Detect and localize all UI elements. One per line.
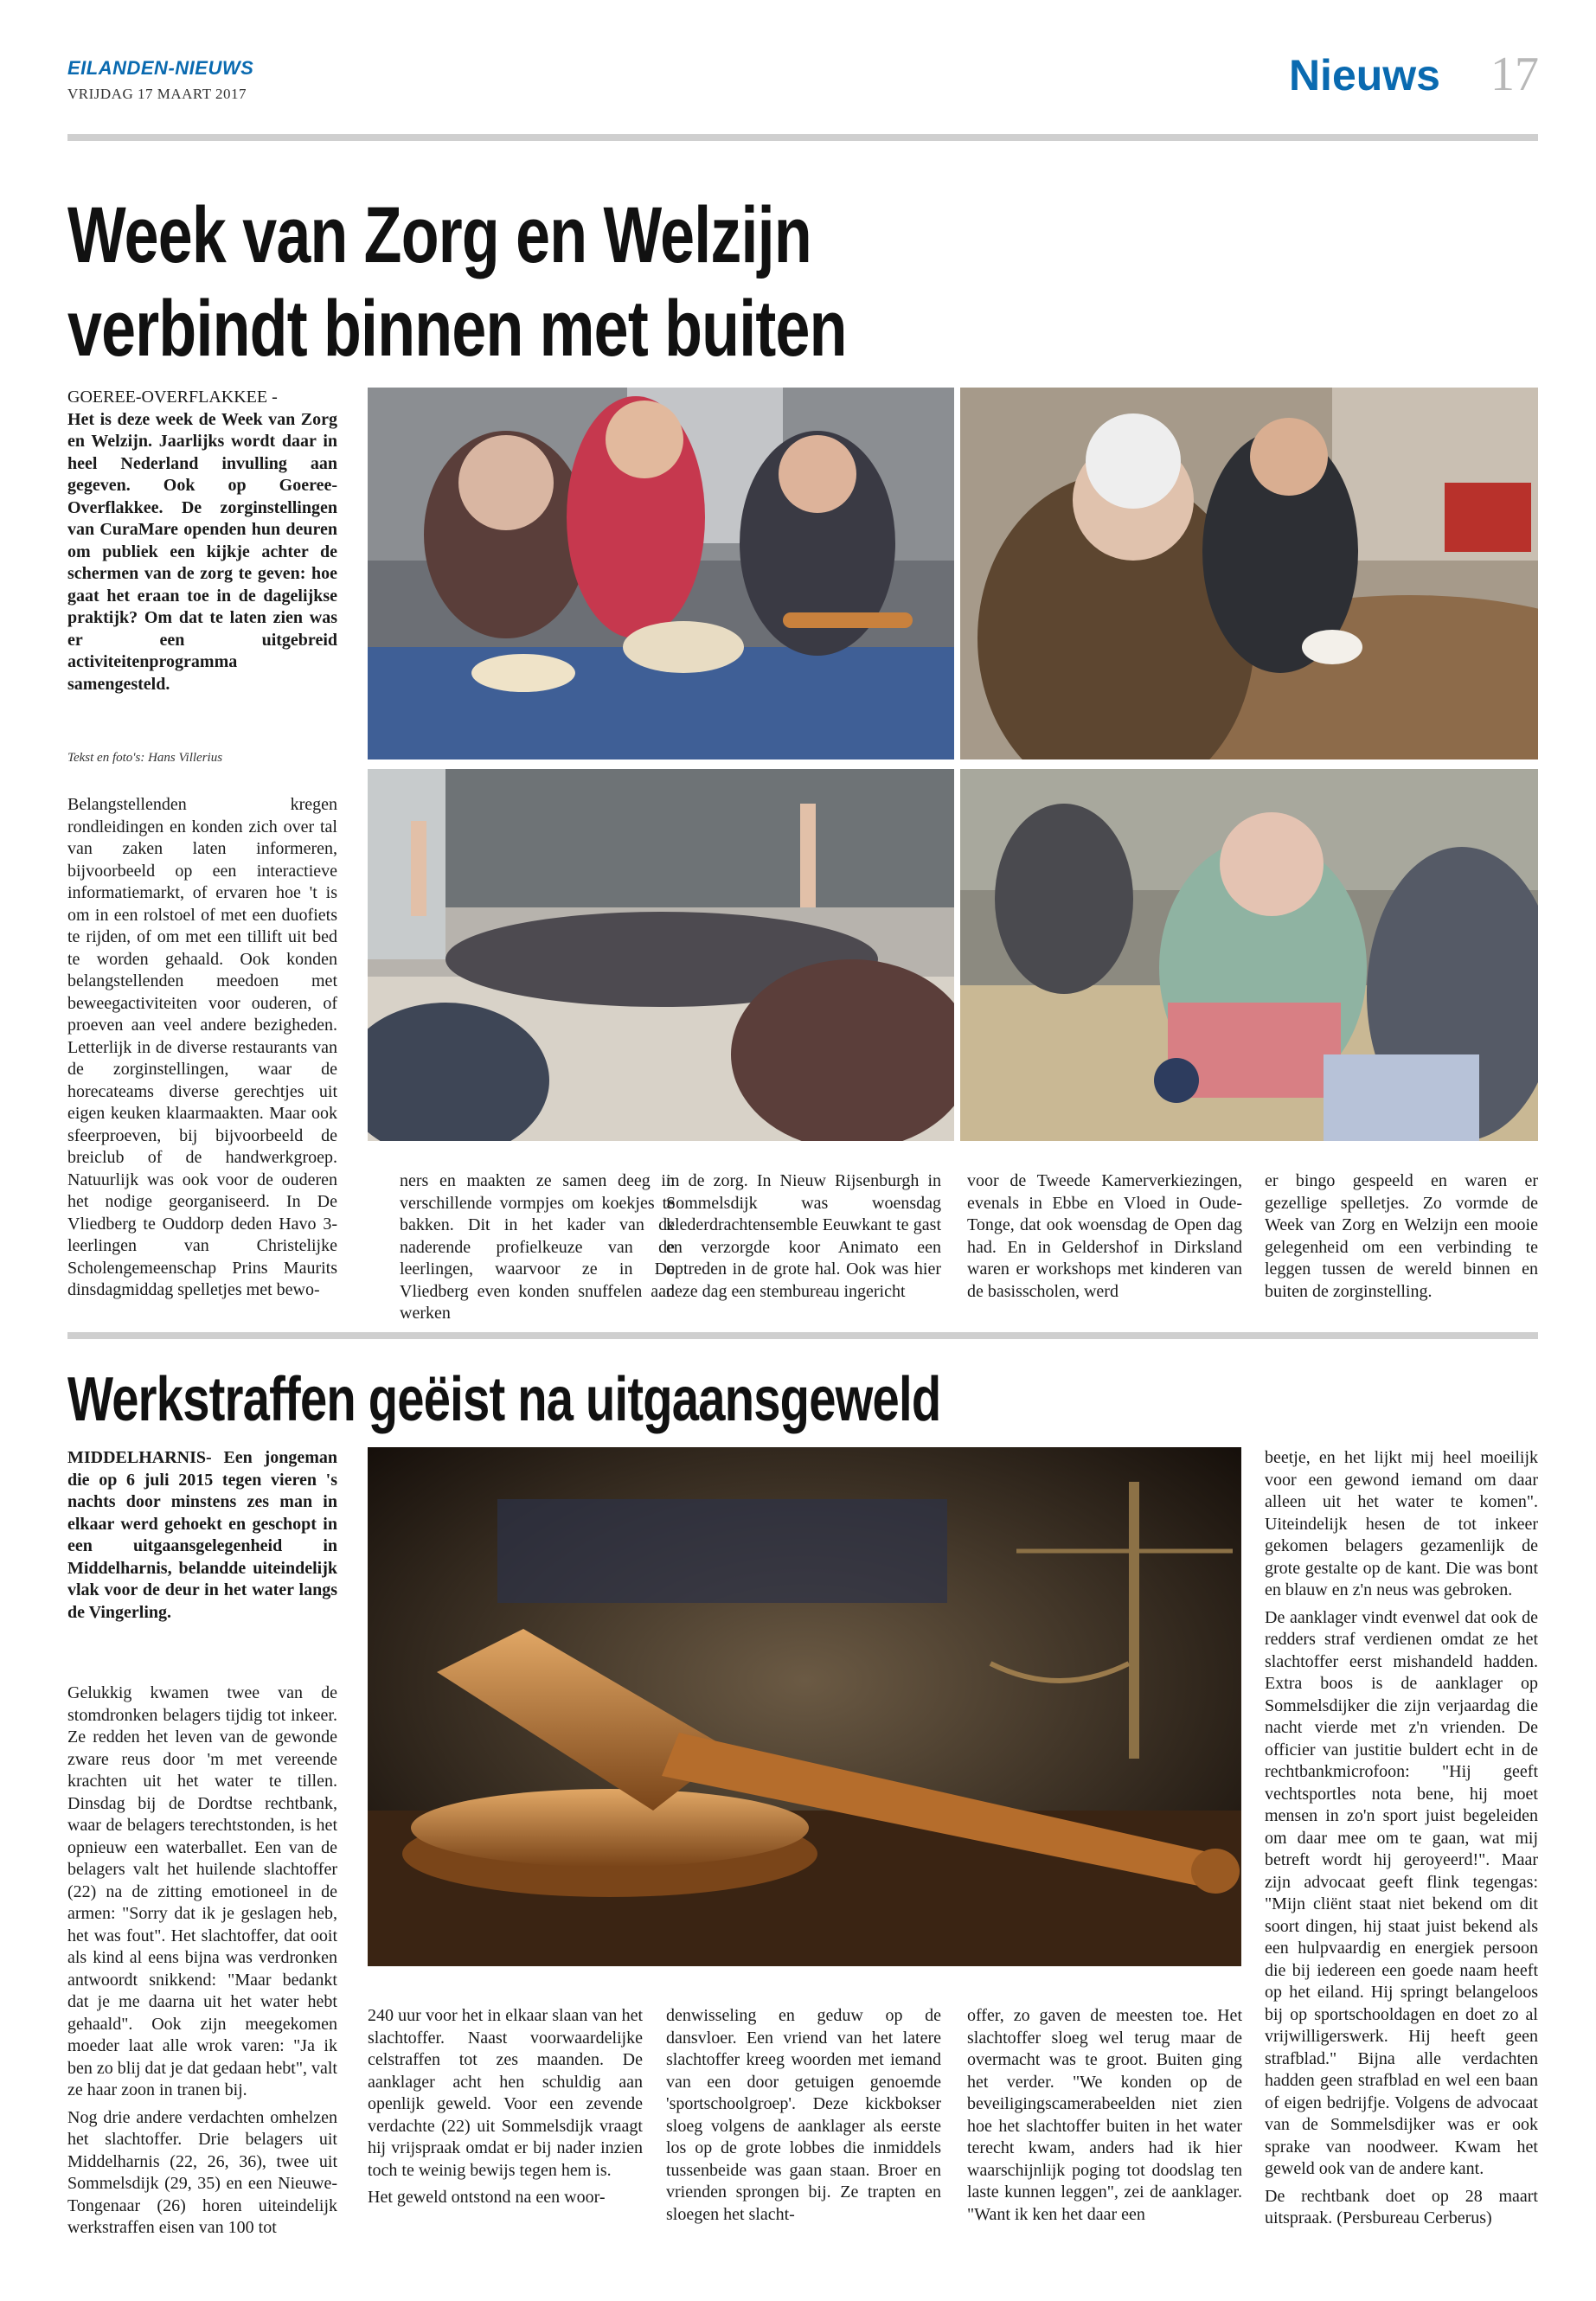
body-text: 240 uur voor het in elkaar slaan van het slachtoffer. Naast voorwaardelijke celstraffen tot zes maanden. De aanklager acht hen schuldig aan openlijk geweld. Voor een zevende verdachte (22) uit Sommelsdijk vraagt hij vrijspraak omdat er bij nader inzien toch te weinig bewijs tegen hem is. bbox=[368, 2006, 643, 2180]
photo-credit: Tekst en foto's: Hans Villerius bbox=[67, 751, 223, 765]
body-text: offer, zo gaven de meesten toe. Het slachtoffer sloeg wel terug maar de overmacht was te groot. Buiten ging het verder. "We konden op de beveiligingscamerabeelden niet zien hoe het slachtoffer buiten in het water terecht kwam, anders had ik hier waarschijnlijk poging tot doodslag ten laste kunnen leggen", zei de aanklager. "Want ik ken het daar een bbox=[967, 2006, 1242, 2224]
article1-headline bbox=[67, 189, 847, 375]
masthead-logo: EILANDEN-NIEUWS bbox=[67, 57, 254, 79]
article2-column-2 bbox=[368, 2005, 643, 2214]
article1-column-2 bbox=[400, 1170, 675, 1330]
body-text: De aanklager vindt evenwel dat ook de redders straf verdienen omdat ze het slachtoffer eerst mishandeld hadden. Extra boos is de aanklager op Sommelsdijker die zijn verjaardag die nacht vierde met z'n vrienden. De officier van justitie buldert echt in de rechtbankmicrofoon: "Hij geeft vechtsportles nota bene, hij moet mensen in zo'n sport juist begeleiden om daar mee om te gaan, wat mij betreft wordt hij geroyeerd!". Maar zijn advocaat geeft flink tegengas: "Mijn cliënt staat niet bekend om dit soort dingen, hij staat juist bekend als een hulpvaardig en energiek persoon die bij iedereen een goede naam heeft op het eiland. Hij springt belangeloos bij op sportschooldagen en doet zo al vrijwilligerswerk. Hij heeft geen strafblad." Bijna alle verdachten hadden geen strafblad en wel een baan of eigen bedrijfje. Volgens de advocaat van de Sommelsdijker was er ook sprake van noodweer. Kwam het geweld ook van de andere kant. bbox=[1265, 1607, 1538, 2178]
dateline: GOEREE-OVERFLAKKEE - bbox=[67, 388, 278, 407]
body-text: Nog drie andere verdachten omhelzen het slachtoffer. Drie belagers uit Middelharnis (22, 26, 36), twee uit Sommelsdijk (29, 35) en een Nieuwe-Tongenaar (26) horen uiteindelijk werkstraffen eisen van 100 tot bbox=[67, 2107, 337, 2237]
article1-lead bbox=[67, 387, 337, 701]
photo-handwork-club bbox=[960, 769, 1538, 1141]
body-text: Het geweld ontstond na een woor- bbox=[368, 2188, 606, 2207]
article2-column-4 bbox=[967, 2005, 1242, 2231]
photo-puzzle-activity bbox=[960, 388, 1538, 760]
body-text: in de zorg. In Nieuw Rijsenburgh in Sommelsdijk was woensdag klederdrachtensemble Eeuwkant te gast en verzorgde koor Animato een optreden in de grote hal. Ook was hier deze dag een stembureau ingericht bbox=[666, 1171, 941, 1301]
body-text: er bingo gespeeld en waren er gezellige spelletjes. Zo vormde de Week van Zorg en Welzijn een mooie gelegenheid om een verbinding te leggen tussen de wereld binnen en buiten de zorginstelling. bbox=[1265, 1171, 1538, 1301]
lead-text: Een jongeman die op 6 juli 2015 tegen vieren 's nachts door minstens zes man in elkaar werd gehoekt en geschopt in een uitgaansgelegenheid in Middelharnis, belandde uiteindelijk vlak voor de deur in het water langs de Vingerling. bbox=[67, 1448, 337, 1622]
body-text: Gelukkig kwamen twee van de stomdronken belagers tijdig tot inkeer. Ze redden het leven van de gewonde zware reus door 'm met vereende krachten uit het water te tillen. Dinsdag bij de Dordtse rechtbank, waar de belagers terechtstonden, is het opnieuw een waterballet. Een van de belagers valt het huilende slachtoffer (22) na de zitting emotioneel in de armen: "Sorry dat ik je geslagen heb, het was fout". Het slachtoffer, dat ooit als kind al eens bijna was verdronken antwoordt snikkend: "Maar bedankt dat je me daarna uit het water hebt gehaald". Ook zijn meegekomen moeder laat alle wrok varen: "Ja ik ben zo blij dat je dat gedaan hebt", valt ze haar zoon in tranen bij. bbox=[67, 1683, 337, 2099]
dateline: MIDDELHARNIS- bbox=[67, 1448, 212, 1467]
header-rule bbox=[67, 134, 1538, 141]
article2-column-5 bbox=[1265, 1447, 1538, 2235]
page-number: 17 bbox=[1490, 48, 1539, 101]
body-text: beetje, en het lijkt mij heel moeilijk voor een gewond iemand om daar alleen uit het water te komen". Uiteindelijk hesen de tot inkeer gekomen belagers gezamenlijk de grote gestalte op de kant. Die was bont en blauw en z'n neus was gebroken. bbox=[1265, 1448, 1538, 1599]
photo-judge-gavel bbox=[368, 1447, 1241, 1966]
headline-line: Week van Zorg en Welzijn bbox=[67, 191, 811, 279]
article2-headline: Werkstraffen geëist na uitgaansgeweld bbox=[67, 1365, 941, 1434]
article2-lead bbox=[67, 1447, 337, 1629]
photo-exercise-circle bbox=[368, 769, 954, 1141]
body-text: Belangstellenden kregen rondleidingen en konden zich over tal van zaken laten informeren, bijvoorbeeld op een interactieve informatiemarkt, of ervaren hoe 't is om in een rolstoel of met een duofiets te rijden, of om met een tillift uit bed te worden gehaald. Ook konden belangstellenden meedoen met beweegactiviteiten voor ouderen, of proeven aan veel andere bezigheden. Letterlijk in de diverse restaurants van de zorginstellingen, waar de horecateams diverse gerechtjes uit eigen keuken klaarmaakten. Maar ook sfeerproeven, bij bijvoorbeeld de breiclub of de handwerkgroep. Natuurlijk was ook voor de ouderen het nodige georganiseerd. In De Vliedberg te Ouddorp deden Havo 3-leerlingen van Christelijke Scholengemeenschap Prins Maurits dinsdagmiddag spelletjes met bewo- bbox=[67, 795, 337, 1299]
body-text: ners en maakten ze samen deeg in verschillende vormpjes om koekjes te bakken. Dit in het kader van de naderende profielkeuze van de leerlingen, waarvoor ze in De Vliedberg even konden snuffelen aan werken bbox=[400, 1171, 675, 1323]
article1-column-5 bbox=[1265, 1170, 1538, 1308]
article-divider bbox=[67, 1332, 1538, 1339]
body-text: De rechtbank doet op 28 maart uitspraak. (Persbureau Cerberus) bbox=[1265, 2186, 1538, 2227]
body-text: denwisseling en geduw op de dansvloer. Een vriend van het latere slachtoffer kreeg woorden met iemand van een door getuigen genoemde 'sportschoolgroep'. Deze kickbokser sloeg volgens de aanklager als eerste los op de grote lobbes die inmiddels tussenbeide was gaan staan. Broer en vrienden sprongen bij. Ze trapten en sloegen het slacht- bbox=[666, 2006, 941, 2224]
section-title: Nieuws bbox=[1288, 51, 1440, 99]
article1-column-3 bbox=[666, 1170, 941, 1308]
article2-column-1 bbox=[67, 1682, 337, 2245]
article1-column-1 bbox=[67, 794, 337, 1307]
issue-date: VRIJDAG 17 MAART 2017 bbox=[67, 86, 247, 102]
photo-baking-activity bbox=[368, 388, 954, 760]
article2-column-3 bbox=[666, 2005, 941, 2231]
lead-text: Het is deze week de Week van Zorg en Welzijn. Jaarlijks wordt daar in heel Nederland invulling aan gegeven. Ook op Goeree-Overflakkee. De zorginstellingen van CuraMare openden hun deuren om publiek een kijkje achter de schermen van de zorg te geven: hoe gaat het eraan toe in de dagelijkse praktijk? Om dat te laten zien was er een uitgebreid activiteitenprogramma samengesteld. bbox=[67, 409, 337, 694]
article1-column-4 bbox=[967, 1170, 1242, 1308]
body-text: voor de Tweede Kamerverkiezingen, evenals in Ebbe en Vloed in Oude-Tonge, dat ook woensdag de Open dag had. En in Geldershof in Dirksland waren er workshops met kinderen van de basisscholen, werd bbox=[967, 1171, 1242, 1301]
headline-line: verbindt binnen met buiten bbox=[67, 285, 847, 373]
